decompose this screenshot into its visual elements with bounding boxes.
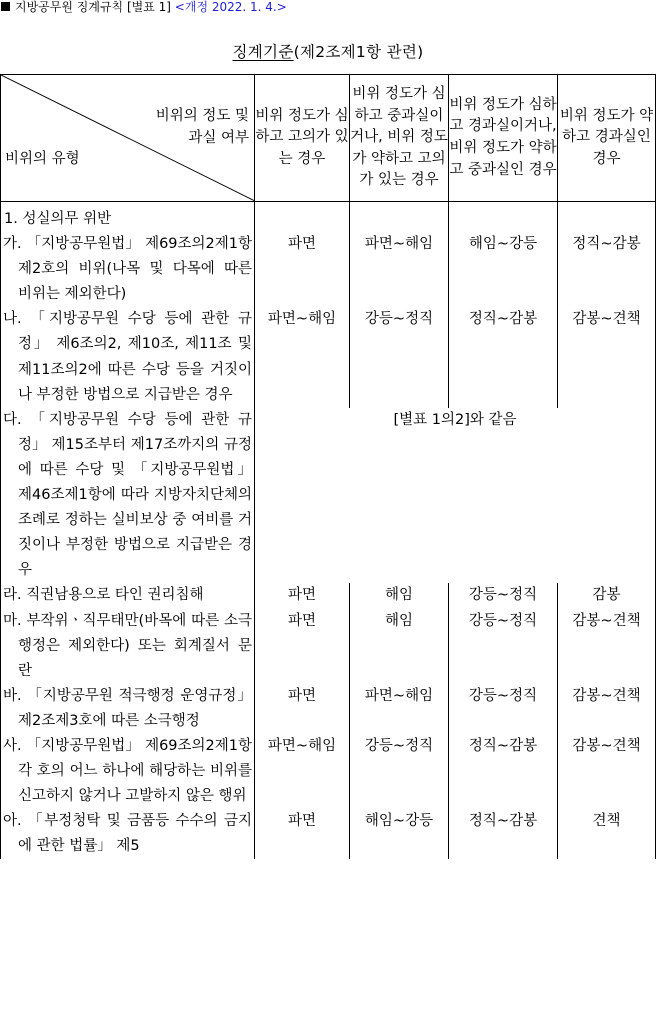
cell-col-1: 파면 [255, 609, 350, 684]
table-row [1, 583, 656, 608]
revision-link[interactable]: <개정 2022. 1. 4.> [174, 0, 287, 14]
document-header [0, 0, 287, 16]
cell-col-4: 감봉~견책 [558, 307, 656, 407]
discipline-table-container [0, 74, 656, 1029]
cell-col-1: 파면~해임 [255, 307, 350, 407]
header-col-3: 비위 정도가 심하고 경과실이거나, 비위 정도가 약하고 중과실인 경우 [449, 75, 558, 202]
row-label: 아. 「부정청탁 및 금품등 수수의 금지에 관한 법률」 제5 [1, 809, 255, 859]
cell-col-3: 해임~강등 [449, 232, 558, 307]
title-main: 징계기준 [232, 43, 294, 61]
header-diagonal-cell [1, 75, 255, 202]
cell-col-4: 정직~감봉 [558, 232, 656, 307]
merged-cell: [별표 1의2]와 같음 [255, 408, 656, 584]
title-ref: (제2조제1항 관련) [293, 43, 424, 61]
table-row [1, 408, 656, 584]
cell-col-4: 감봉 [558, 583, 656, 608]
row-label: 다. 「지방공무원 수당 등에 관한 규정」 제15조부터 제17조까지의 규정에 따른 수당 및 「지방공무원법」 제46조제1항에 따라 지방자치단체의 조례로 정하는 실비보상 중 여비를 거짓이나 부정한 방법으로 지급받은 경우 [1, 408, 255, 584]
header-severity-label: 비위의 정도 및 과실 여부 [155, 108, 249, 146]
cell-col-2: 해임 [350, 583, 449, 608]
cell-col-3: 정직~감봉 [449, 734, 558, 809]
table-row [1, 734, 656, 809]
cell-col-2: 해임 [350, 609, 449, 684]
header-col-2: 비위 정도가 심하고 중과실이거나, 비위 정도가 약하고 고의가 있는 경우 [350, 75, 449, 202]
cell-col-3: 강등~정직 [449, 684, 558, 734]
row-label: 나. 「지방공무원 수당 등에 관한 규정」 제6조의2, 제10조, 제11조 및 제11조의2에 따른 수당 등을 거짓이나 부정한 방법으로 지급받은 경우 [1, 307, 255, 407]
table-row [1, 809, 656, 859]
cell-col-4: 감봉~견책 [558, 684, 656, 734]
cell-col-3: 강등~정직 [449, 609, 558, 684]
cell-col-3: 정직~감봉 [449, 307, 558, 407]
cell-col-1: 파면 [255, 583, 350, 608]
row-label: 마. 부작위ㆍ직무태만(바목에 따른 소극행정은 제외한다) 또는 회계질서 문란 [1, 609, 255, 684]
header-type-label: 비위의 유형 [5, 151, 80, 167]
table-header-row [1, 75, 656, 202]
page-title [0, 40, 656, 62]
table-row [1, 307, 656, 407]
header-col-1: 비위 정도가 심하고 고의가 있는 경우 [255, 75, 350, 202]
section-title: 1. 성실의무 위반 [1, 202, 255, 233]
row-label: 사. 「지방공무원법」 제69조의2제1항 각 호의 어느 하나에 해당하는 비위를 신고하지 않거나 고발하지 않은 행위 [1, 734, 255, 809]
cell-col-4: 견책 [558, 809, 656, 859]
cell-col-3: 정직~감봉 [449, 809, 558, 859]
cell-col-2: 강등~정직 [350, 734, 449, 809]
discipline-table [0, 74, 656, 859]
section-row [1, 202, 656, 233]
cell-col-2: 강등~정직 [350, 307, 449, 407]
cell-col-1: 파면 [255, 809, 350, 859]
table-row [1, 684, 656, 734]
row-label: 라. 직권남용으로 타인 권리침해 [1, 583, 255, 608]
header-col-4: 비위 정도가 약하고 경과실인 경우 [558, 75, 656, 202]
cell-col-4: 감봉~견책 [558, 734, 656, 809]
cell-col-3: 강등~정직 [449, 583, 558, 608]
row-label: 바. 「지방공무원 적극행정 운영규정」 제2조제3호에 따른 소극행정 [1, 684, 255, 734]
cell-col-1: 파면 [255, 232, 350, 307]
cell-col-2: 해임~강등 [350, 809, 449, 859]
table-row [1, 232, 656, 307]
cell-col-1: 파면~해임 [255, 734, 350, 809]
table-row [1, 609, 656, 684]
row-label: 가. 「지방공무원법」 제69조의2제1항제2호의 비위(나목 및 다목에 따른 비위는 제외한다) [1, 232, 255, 307]
bullet-square-icon [1, 2, 10, 11]
rule-title: 지방공무원 징계규칙 [별표 1] [15, 0, 171, 14]
cell-col-1: 파면 [255, 684, 350, 734]
cell-col-4: 감봉~견책 [558, 609, 656, 684]
cell-col-2: 파면~해임 [350, 684, 449, 734]
cell-col-2: 파면~해임 [350, 232, 449, 307]
